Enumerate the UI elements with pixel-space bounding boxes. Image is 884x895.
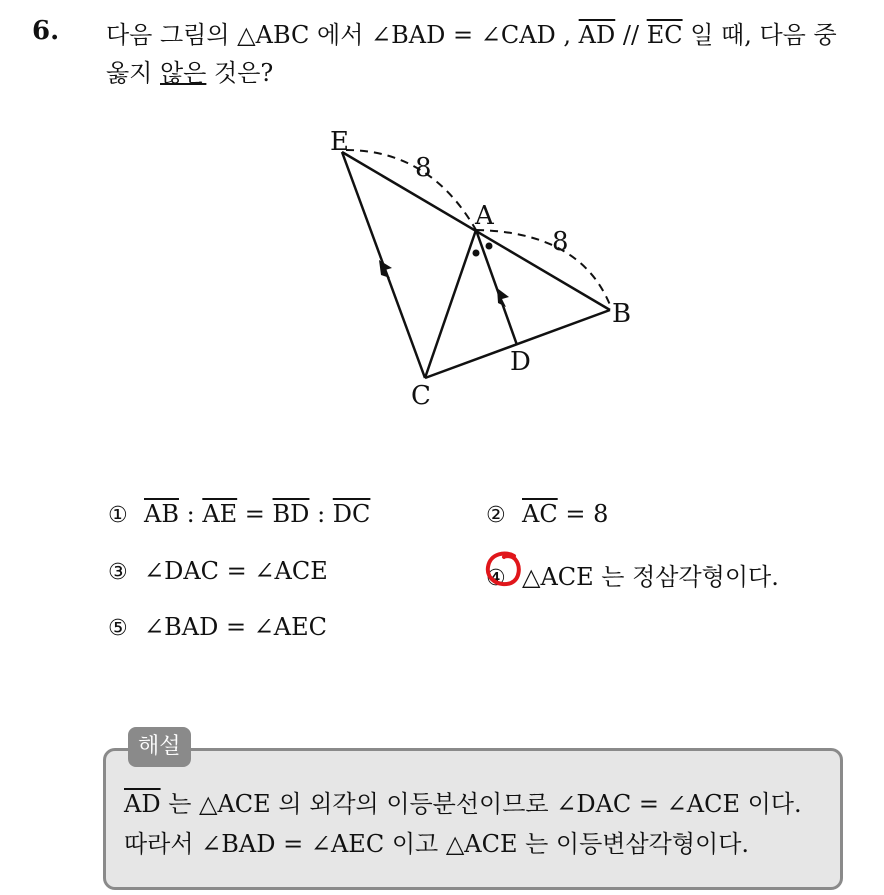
label-d: D [510,347,531,377]
explanation-text [124,784,834,864]
segment-ad: $\overline{AD}$ [124,790,161,818]
segment-a-d [476,230,517,345]
stem-text-pre: 다음 그림의 △ABC 에서 ∠BAD = ∠CAD , [106,21,579,49]
choice-marker: ⑤ [108,616,128,641]
segment-bd: $\overline{BD}$ [272,500,310,528]
question-number: 6. [32,16,60,46]
label-e: E [330,127,349,157]
segment-ad: $\overline{AD}$ [578,21,616,49]
answer-circle-mark [484,550,522,588]
explanation-line-1-text: 는 △ACE 의 외각의 이등분선이므로 ∠DAC = ∠ACE 이다. [160,790,802,818]
angle-mark-bad [486,243,493,250]
parallel-arrow-ad [497,288,509,307]
choice-marker: ① [108,503,128,528]
choice-text: ∠BAD = ∠AEC [144,613,328,641]
choice-4[interactable] [486,557,779,592]
choice-text: = 8 [557,500,609,528]
explanation-line-2: 따라서 ∠BAD = ∠AEC 이고 △ACE 는 이등변삼각형이다. [124,830,750,858]
choice-1[interactable] [108,500,370,528]
stem-text-mid: 일 때, 다음 중 옳지 [106,21,837,87]
label-b: B [612,299,632,329]
segment-ab: $\overline{AB}$ [144,500,179,528]
choice-marker: ② [486,503,506,528]
stem-text-post: 것은? [206,59,274,87]
segment-c-a [425,230,476,378]
segment-ec: $\overline{EC}$ [646,21,683,49]
equals: = [237,500,273,528]
explanation-line-1 [124,784,834,824]
parallel-symbol: // [615,21,647,49]
ratio-sep: : [178,500,203,528]
label-c: C [411,381,431,411]
ratio-sep: : [309,500,333,528]
choice-text: ∠DAC = ∠ACE [144,557,328,585]
stem-emphasis: 않은 [160,59,207,87]
length-label-ae: 8 [415,153,432,183]
segment-ae: $\overline{AE}$ [202,500,238,528]
angle-mark-cad [473,250,480,257]
length-label-ab: 8 [552,227,569,257]
choice-3[interactable] [108,557,328,585]
choice-text: △ACE 는 정삼각형이다. [522,563,779,591]
choice-marker: ④ [486,566,506,591]
parallel-arrow-ec [379,260,392,278]
explanation-tab: 해설 [128,727,191,767]
arc-ab [476,230,610,305]
choice-5[interactable] [108,613,327,641]
segment-dc: $\overline{DC}$ [332,500,371,528]
segment-ac: $\overline{AC}$ [522,500,558,528]
choice-marker: ③ [108,560,128,585]
label-a: A [475,201,494,231]
choice-2[interactable] [486,500,608,528]
